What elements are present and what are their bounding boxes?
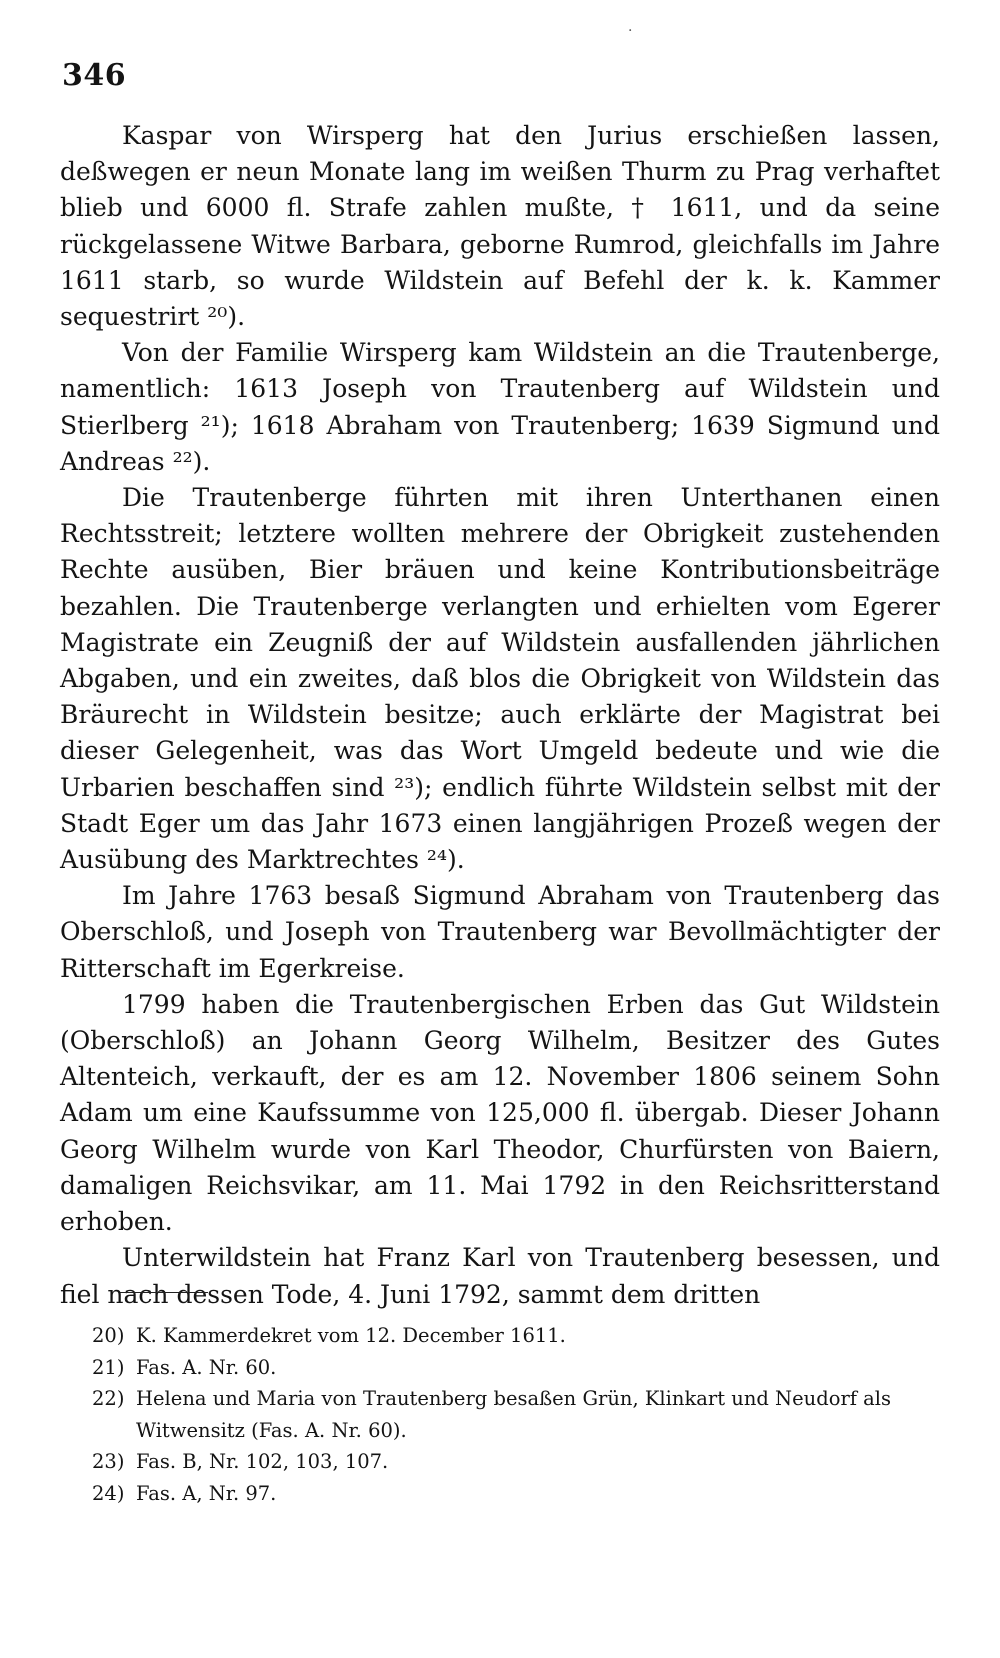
footnote-item <box>92 1320 942 1352</box>
paragraph-trautenberge-succession: Von der Familie Wirsperg kam Wildstein an die Trautenberge, namentlich: 1613 Joseph von Trautenberg auf Wildstein und Stierlberg ²¹); 1618 Abraham von Trautenberg; 1639 Sigmund und Andreas ²²). <box>60 338 940 476</box>
paragraph-year-1763: Im Jahre 1763 besaß Sigmund Abraham von Trautenberg das Oberschloß, und Joseph von Trautenberg war Bevollmächtigter der Ritterschaft im Egerkreise. <box>60 881 940 983</box>
footnote-item <box>92 1383 942 1446</box>
paragraph-unterwildstein: Unterwildstein hat Franz Karl von Trautenberg besessen, und fiel nach dessen Tode, 4. Juni 1792, sammt dem dritten <box>60 1243 940 1309</box>
footnote-number: 22) <box>92 1387 125 1410</box>
paragraph-year-1799: 1799 haben die Trautenbergischen Erben das Gut Wildstein (Oberschloß) an Johann Georg Wilhelm, Besitzer des Gutes Altenteich, verkauft, der es am 12. November 1806 seinem Sohn Adam um eine Kaufssumme von 125,000 fl. übergab. Dieser Johann Georg Wilhelm wurde von Karl Theodor, Churfürsten von Baiern, damaligen Reichsvikar, am 11. Mai 1792 in den Reichsritterstand erhoben. <box>60 989 940 1237</box>
footnotes-list <box>92 1320 942 1509</box>
paragraph-wirsperg: Kaspar von Wirsperg hat den Jurius erschießen lassen, deßwegen er neun Monate lang im weißen Thurm zu Prag verhaftet blieb und 6000 fl. Strafe zahlen mußte, † 1611, und da seine rückgelassene Witwe Barbara, geborne Rumrod, gleichfalls im Jahre 1611 starb, so wurde Wildstein auf Befehl der k. k. Kammer sequestrirt ²⁰). <box>60 121 940 332</box>
footnote-text: Fas. A. Nr. 60. <box>136 1355 277 1379</box>
page-number: 346 <box>62 58 127 93</box>
footnote-item <box>92 1478 942 1510</box>
footnote-number: 24) <box>92 1481 125 1505</box>
footnote-item <box>92 1352 942 1384</box>
footnote-text: K. Kammerdekret vom 12. December 1611. <box>136 1324 566 1347</box>
footnote-number: 21) <box>92 1355 125 1379</box>
footnote-number: 23) <box>92 1450 125 1473</box>
footnote-item <box>92 1446 942 1478</box>
paragraph-rechtsstreit: Die Trautenberge führten mit ihren Unterthanen einen Rechtsstreit; letztere wollten mehrere der Obrigkeit zustehenden Rechte ausüben, Bier bräuen und keine Kontributionsbeiträge bezahlen. Die Trautenberge verlangten und erhielten vom Egerer Magistrate ein Zeugniß der auf Wildstein ausfallenden jährlichen Abgaben, und ein zweites, daß blos die Obrigkeit von Wildstein das Bräurecht in Wildstein besitze; auch erklärte der Magistrat bei dieser Gelegenheit, was das Wort Umgeld bedeute und wie die Urbarien beschaffen sind ²³); endlich führte Wildstein selbst mit der Stadt Eger um das Jahr 1673 einen langjährigen Prozeß wegen der Ausübung des Marktrechtes ²⁴). <box>60 483 940 875</box>
footnote-text: Helena und Maria von Trautenberg besaßen Grün, Klinkart und Neudorf als Witwensitz (Fas. A. Nr. 60). <box>136 1387 892 1442</box>
footnote-divider <box>120 1292 208 1293</box>
footnote-text: Fas. B, Nr. 102, 103, 107. <box>136 1450 389 1473</box>
footnote-number: 20) <box>92 1324 125 1347</box>
body-text <box>60 118 940 1313</box>
footnote-text: Fas. A, Nr. 97. <box>136 1481 277 1505</box>
stray-dot-mark: · <box>628 23 633 39</box>
